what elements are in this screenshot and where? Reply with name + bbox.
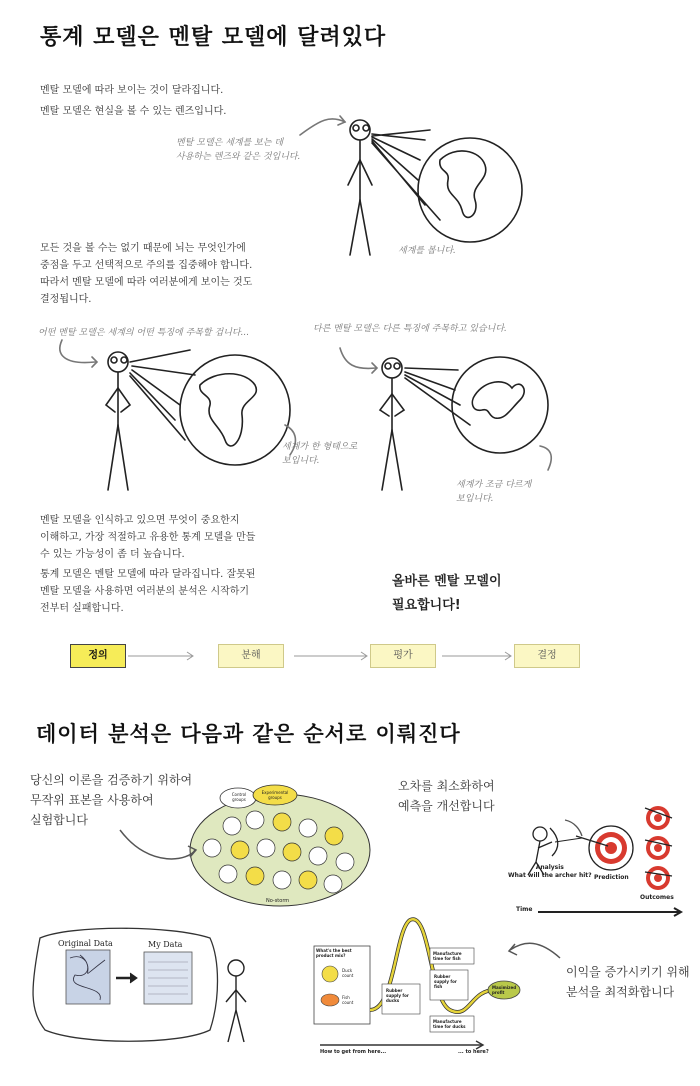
lens-note: 멘탈 모델은 세계를 보는 데 사용하는 렌즈와 같은 것입니다.: [176, 138, 301, 162]
analysis-label: Analysis What will the archer hit?: [508, 864, 592, 879]
experimental-groups-label: Experimental groups: [261, 790, 289, 800]
original-data-label: Original Data: [58, 939, 113, 948]
duck-count-label: Duck count: [342, 968, 354, 978]
focus-paragraph: 모든 것을 볼 수는 없기 때문에 뇌는 무엇인가에 중점을 두고 선택적으로 주의를 집중해야 합니다. 따라서 멘탈 모델에 따라 여러분에게 보이는 것도 결정됩니다.: [40, 243, 253, 305]
control-groups-label: Control groups: [231, 792, 247, 802]
no-storm-label: No-storm: [266, 898, 290, 904]
get-from-label: How to get from here...: [320, 1049, 387, 1055]
left-world-note: 세계가 한 형태으로 보입니다.: [282, 442, 358, 466]
step-define[interactable]: 정의: [70, 644, 126, 668]
right-world-note: 세계가 조금 다르게 보입니다.: [456, 480, 532, 504]
step-decide[interactable]: 결정: [514, 644, 580, 668]
time-label: Time: [516, 906, 533, 913]
to-here-label: ... to here?: [458, 1049, 489, 1055]
profit-label: Maximized profit: [492, 985, 517, 995]
rubber-fish-label: Rubber supply for fish: [434, 974, 457, 989]
section1-title: 통계 모델은 멘탈 모델에 달려있다: [40, 25, 387, 50]
stat-paragraph: 통계 모델은 멘탈 모델에 따라 달라집니다. 잘못된 멘탈 모델을 사용하면 여러분의 분석은 시작하기 전부터 실패합니다.: [40, 569, 256, 614]
mfg-fish-label: Manufacture time for fish: [433, 951, 462, 961]
intro-line-2: 멘탈 모델은 현실을 볼 수 있는 렌즈입니다.: [40, 106, 227, 117]
intro-line-1: 멘탈 모델에 따라 보이는 것이 달라집니다.: [40, 85, 224, 96]
section2-title: 데이터 분석은 다음과 같은 순서로 이뤄진다: [36, 722, 461, 746]
experiment-diagram: [120, 785, 370, 906]
left-model-note: 어떤 멘탈 모델은 세계의 어떤 특징에 주목할 겁니다...: [38, 328, 250, 338]
callout-text: 올바른 멘탈 모델이 필요합니다!: [392, 574, 502, 613]
my-data-label: My Data: [148, 940, 183, 949]
product-mix-label: What's the best product mix?: [316, 948, 352, 958]
mfg-ducks-label: Manufacture time for ducks: [433, 1019, 466, 1029]
outcomes-label: Outcomes: [640, 894, 674, 901]
fish-count-label: Fish count: [342, 995, 354, 1005]
step-decompose[interactable]: 분해: [218, 644, 284, 668]
right-model-note: 다른 멘탈 모델은 다른 특징에 주목하고 있습니다.: [313, 324, 507, 334]
prediction-label: Prediction: [594, 874, 629, 881]
world-note: 세계를 봅니다.: [398, 246, 456, 256]
note-predict: 오차를 최소화하여 예측을 개선합니다: [398, 779, 495, 813]
aware-paragraph: 멘탈 모델을 인식하고 있으면 무엇이 중요한지 이해하고, 가장 적절하고 유용한 통계 모델을 만들 수 있는 가능성이 좀 더 높습니다.: [40, 515, 256, 560]
rubber-ducks-label: Rubber supply for ducks: [386, 988, 409, 1003]
step-evaluate[interactable]: 평가: [370, 644, 436, 668]
note-optimize: 이익을 증가시키기 위해 분석을 최적화합니다: [566, 965, 690, 999]
note-experiment: 당신의 이론을 검증하기 위하여 무작위 표본을 사용하여 실험합니다: [30, 773, 193, 827]
